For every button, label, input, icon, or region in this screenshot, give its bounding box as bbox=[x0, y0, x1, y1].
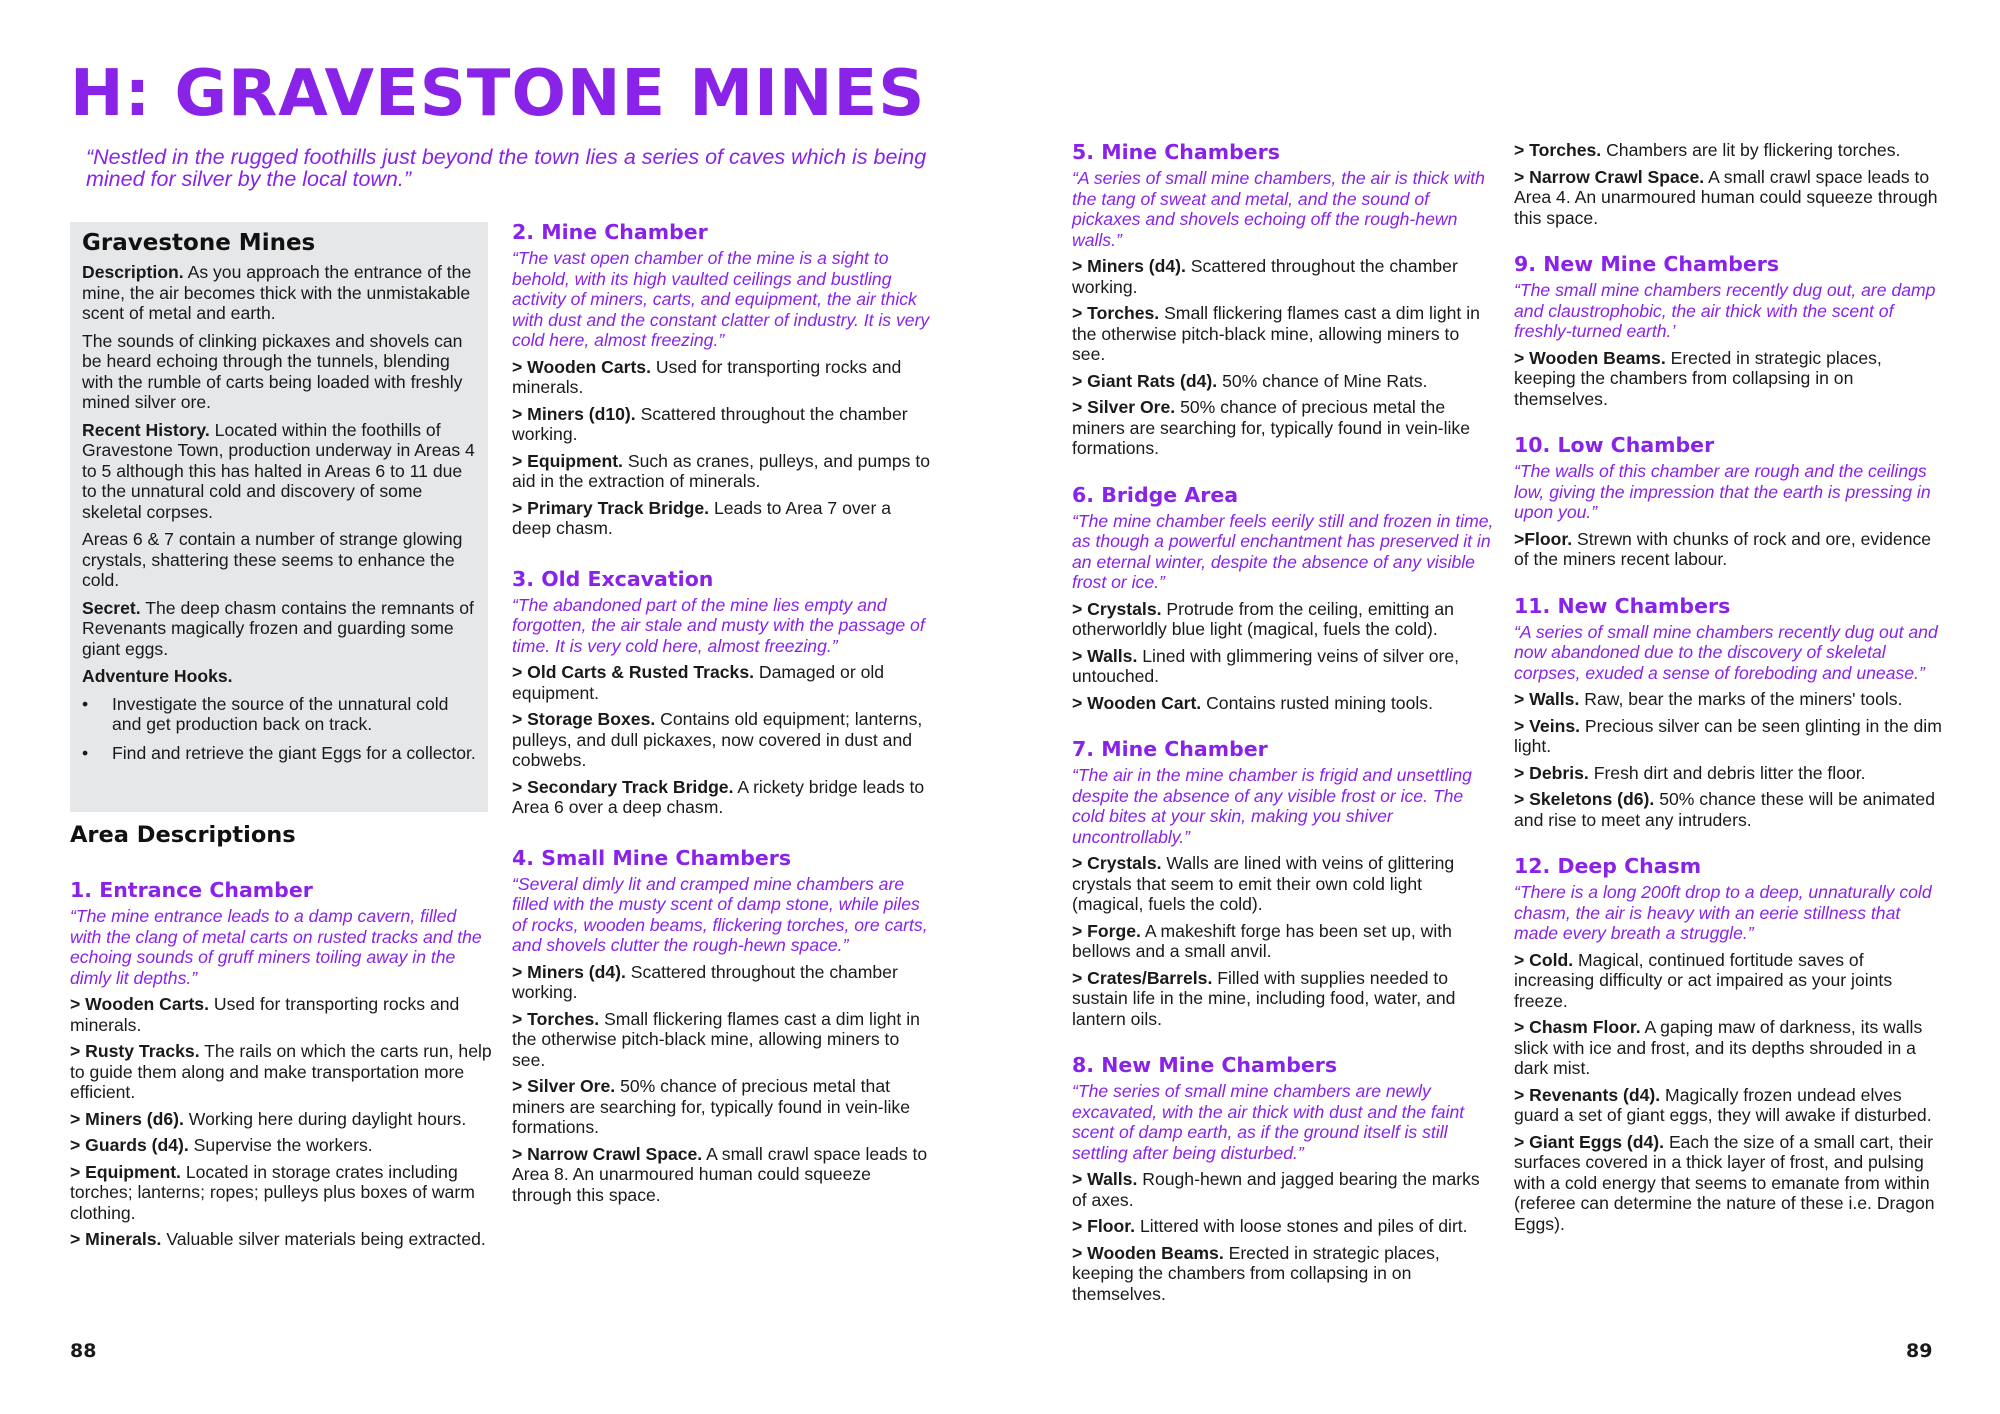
area-quote: “The walls of this chamber are rough and the ceilings low, giving the impression that the earth is pressing in upon you.” bbox=[1514, 461, 1931, 522]
area-item-label: > Crates/Barrels. bbox=[1072, 967, 1213, 988]
area-item-text: Contains old equipment; lanterns, pulleys, and dull pickaxes, now covered in dust and cobwebs. bbox=[512, 709, 923, 770]
area-title: 5. Mine Chambers bbox=[1072, 140, 1280, 164]
area-title: 11. New Chambers bbox=[1514, 593, 1731, 618]
area-section bbox=[1514, 433, 1944, 570]
area-item bbox=[1514, 763, 1944, 784]
area-quote: “The abandoned part of the mine lies empty and forgotten, the air stale and musty with the passage of time. It is very cold here, almost freezing.” bbox=[512, 594, 925, 656]
adventure-hook-item: • Investigate the source of the unnatural cold and get production back on track. bbox=[112, 694, 476, 735]
area-quote: “The series of small mine chambers are newly excavated, with the air thick with dust and the faint scent of damp earth, as if the ground itself is still settling after being disturbed.” bbox=[1072, 1081, 1465, 1163]
area-item-text: Erected in strategic places, keeping the chambers from collapsing in on themselves. bbox=[1514, 347, 1882, 409]
area-item-text: Lined with glimmering veins of silver ore, untouched. bbox=[1072, 645, 1460, 686]
area-item bbox=[512, 404, 932, 445]
area-item-text: Littered with loose stones and piles of dirt. bbox=[1135, 1216, 1468, 1236]
area-item bbox=[512, 1009, 932, 1071]
area-item bbox=[1072, 646, 1494, 687]
area-item-label: > Walls. bbox=[1072, 645, 1138, 666]
sidebar-paragraph bbox=[82, 666, 476, 687]
area-item bbox=[1072, 968, 1494, 1030]
sidebar-paragraph-label: Secret. bbox=[82, 597, 141, 618]
area-section bbox=[1514, 594, 1944, 831]
area-item bbox=[1072, 303, 1494, 365]
area-item-text: Scattered throughout the chamber working. bbox=[1072, 256, 1458, 297]
area-item-label: > Miners (d10). bbox=[512, 403, 636, 424]
area-item-text: Small flickering flames cast a dim light in the otherwise pitch-black mine, allowing miners to see. bbox=[1072, 303, 1480, 364]
area-item-label: > Rusty Tracks. bbox=[70, 1041, 200, 1061]
area-item-text: The rails on which the carts run, help to guide them along and make transportation more efficient. bbox=[70, 1041, 492, 1102]
sidebar-paragraph-label: Adventure Hooks. bbox=[82, 666, 233, 686]
area-title: 4. Small Mine Chambers bbox=[512, 845, 792, 870]
page-title: H: GRAVESTONE MINES bbox=[70, 57, 926, 131]
area-item bbox=[70, 1162, 492, 1224]
area-item bbox=[1072, 693, 1494, 714]
area-item-label: > Equipment. bbox=[512, 450, 623, 471]
area-section bbox=[512, 220, 932, 539]
area-item-label: > Skeletons (d6). bbox=[1514, 789, 1655, 809]
area-section bbox=[1072, 140, 1494, 459]
column-4 bbox=[1514, 140, 1944, 1240]
area-item bbox=[1514, 167, 1944, 229]
area-item bbox=[1072, 599, 1494, 640]
area-item-text: Magical, continued fortitude saves of increasing difficulty or act impaired as your joints freeze. bbox=[1514, 949, 1893, 1011]
area-item-text: Protrude from the ceiling, emitting an otherworldly blue light (magical, fuels the cold). bbox=[1072, 598, 1454, 639]
sidebar-paragraph bbox=[82, 331, 476, 413]
area-item-label: > Giant Eggs (d4). bbox=[1514, 1131, 1665, 1152]
area-item-label: > Wooden Carts. bbox=[70, 994, 209, 1014]
area-item-label: > Narrow Crawl Space. bbox=[1514, 166, 1705, 187]
sidebar-paragraph-label: Description. bbox=[82, 262, 184, 282]
area-item bbox=[70, 1109, 492, 1130]
area-quote: “A series of small mine chambers recently dug out and now abandoned due to the discovery of skeletal corpses, exuded a sense of foreboding and unease.” bbox=[1514, 621, 1938, 683]
area-quote: “The mine chamber feels eerily still and frozen in time, as though a powerful enchantment has preserved it in an eternal winter, despite the absence of any visible frost or ice.” bbox=[1072, 510, 1494, 592]
area-item bbox=[1072, 853, 1494, 915]
area-item bbox=[512, 1076, 932, 1138]
area-item-text: Valuable silver materials being extracted. bbox=[161, 1229, 486, 1249]
area-item-label: > Secondary Track Bridge. bbox=[512, 776, 734, 797]
area-item bbox=[1514, 348, 1944, 410]
area-item-label: > Revenants (d4). bbox=[1514, 1084, 1661, 1105]
sidebar-paragraphs bbox=[82, 262, 476, 687]
adventure-hooks-list bbox=[82, 694, 476, 764]
area-item-text: 50% chance of Mine Rats. bbox=[1217, 370, 1428, 391]
area-item-label: > Floor. bbox=[1072, 1216, 1136, 1236]
area-quote: “The small mine chambers recently dug out, are damp and claustrophobic, the air thick with the scent of freshly-turned earth.’ bbox=[1514, 280, 1936, 341]
sidebar-paragraph-text: As you approach the entrance of the mine, the air becomes thick with the unmistakable scent of metal and earth. bbox=[82, 262, 472, 323]
area-item-text: Scattered throughout the chamber working. bbox=[512, 403, 908, 444]
area-item bbox=[1514, 789, 1944, 830]
area-item-text: Used for transporting rocks and minerals. bbox=[512, 356, 902, 397]
sidebar-paragraph-label: Recent History. bbox=[82, 419, 210, 440]
area-quote: “The vast open chamber of the mine is a sight to behold, with its high vaulted ceilings and bustling activity of miners, carts, and equipment, the air thick with dust and the constant clatter of industry. It is very cold here, almost freezing.” bbox=[512, 248, 930, 350]
sidebar-box bbox=[70, 222, 488, 812]
area-item bbox=[1072, 397, 1494, 459]
area-quote: “The mine entrance leads to a damp cavern, filled with the clang of metal carts on rusted tracks and the echoing sounds of gruff miners toiling away in the dimly lit depths.” bbox=[70, 906, 482, 988]
area-item-text: Damaged or old equipment. bbox=[512, 662, 885, 703]
area-item-label: > Cold. bbox=[1514, 949, 1574, 970]
area-item bbox=[1514, 716, 1944, 757]
area-item-label: > Miners (d4). bbox=[512, 961, 626, 982]
area-item bbox=[1514, 1017, 1944, 1079]
column-2 bbox=[512, 220, 932, 1211]
page-number-left: 88 bbox=[70, 1340, 97, 1362]
area-item-text: Strewn with chunks of rock and ore, evidence of the miners recent labour. bbox=[1514, 528, 1932, 569]
area-quote: “Several dimly lit and cramped mine chambers are filled with the musty scent of damp stone, while piles of rocks, wooden beams, flickering torches, ore carts, and shovels clutter the rough-hewn space.” bbox=[512, 873, 928, 955]
area-item-label: > Walls. bbox=[1072, 1169, 1138, 1189]
area-item-label: > Giant Rats (d4). bbox=[1072, 370, 1218, 391]
sidebar-paragraph-text: The deep chasm contains the remnants of Revenants magically frozen and guarding some giant eggs. bbox=[82, 597, 474, 659]
area-item-label: > Torches. bbox=[512, 1008, 600, 1029]
intro-quote: “Nestled in the rugged foothills just beyond the town lies a series of caves which is being mined for silver by the local town.” bbox=[86, 145, 927, 191]
area-item bbox=[512, 777, 932, 818]
area-item-text: A small crawl space leads to Area 8. An unarmoured human could squeeze through this space. bbox=[512, 1143, 928, 1205]
area-item-text: Leads to Area 7 over a deep chasm. bbox=[512, 497, 891, 538]
area-item-text: Chambers are lit by flickering torches. bbox=[1601, 140, 1901, 160]
area-item-label: > Primary Track Bridge. bbox=[512, 497, 710, 518]
area-item-label: > Wooden Beams. bbox=[1072, 1242, 1224, 1263]
page-number-right: 89 bbox=[1906, 1340, 1933, 1362]
area-item-label: > Walls. bbox=[1514, 689, 1580, 709]
area-item-label: > Crystals. bbox=[1072, 853, 1162, 873]
sidebar-paragraph bbox=[82, 598, 476, 660]
area-title: 9. New Mine Chambers bbox=[1514, 252, 1780, 276]
area-item bbox=[512, 357, 932, 398]
area-item bbox=[1514, 1132, 1944, 1235]
area-item-text: Rough-hewn and jagged bearing the marks of axes. bbox=[1072, 1169, 1480, 1210]
area-item-label: > Torches. bbox=[1514, 140, 1602, 160]
area-item-text: 50% chance of precious metal the miners are searching for, typically found in vein-like formations. bbox=[1072, 397, 1470, 458]
area-item-label: > Old Carts & Rusted Tracks. bbox=[512, 662, 754, 682]
area-item-label: > Silver Ore. bbox=[1072, 397, 1176, 417]
area-title: 2. Mine Chamber bbox=[512, 220, 708, 244]
sidebar-heading: Gravestone Mines bbox=[82, 230, 316, 256]
area-item bbox=[512, 662, 932, 703]
area-item-label: > Veins. bbox=[1514, 715, 1581, 736]
area-item bbox=[70, 1229, 492, 1250]
area-item-text: Filled with supplies needed to sustain life in the mine, including food, water, and lantern oils. bbox=[1072, 967, 1456, 1029]
area-item-label: > Minerals. bbox=[70, 1229, 162, 1249]
area-item-label: >Floor. bbox=[1514, 528, 1573, 549]
area-item bbox=[512, 962, 932, 1003]
area-section bbox=[512, 567, 932, 818]
sidebar-paragraph bbox=[82, 529, 476, 591]
area-item-label: > Torches. bbox=[1072, 303, 1160, 323]
area-item-label: > Miners (d6). bbox=[70, 1108, 184, 1129]
area-quote: “A series of small mine chambers, the air is thick with the tang of sweat and metal, and the sound of pickaxes and shovels echoing off the rough-hewn walls.” bbox=[1072, 168, 1485, 250]
area-item-text: A gaping maw of darkness, its walls slick with ice and frost, and its depths shrouded in a dark mist. bbox=[1514, 1017, 1923, 1078]
area-item bbox=[70, 1041, 492, 1103]
area-item-label: > Guards (d4). bbox=[70, 1135, 189, 1155]
area-descriptions-heading: Area Descriptions bbox=[70, 822, 296, 848]
area-item-label: > Wooden Beams. bbox=[1514, 347, 1666, 368]
sidebar-paragraph-text: Located within the foothills of Gravestone Town, production underway in Areas 4 to 5 although this has halted in Areas 6 to 11 due to the unnatural cold and discovery of some skeletal corpses. bbox=[82, 419, 475, 522]
area-item-label: > Miners (d4). bbox=[1072, 256, 1186, 276]
area-item-label: > Storage Boxes. bbox=[512, 709, 656, 729]
area-item bbox=[1514, 1085, 1944, 1126]
area-item bbox=[512, 498, 932, 539]
area-item-label: > Silver Ore. bbox=[512, 1076, 616, 1096]
area-section bbox=[1514, 252, 1944, 409]
area-item-text: Fresh dirt and debris litter the floor. bbox=[1588, 762, 1866, 783]
area-item-text: Each the size of a small cart, their surfaces covered in a thick layer of frost, and pulsing with a cold energy that seems to emanate from within (referee can determine the nature of these i.e. Dragon Eggs). bbox=[1514, 1131, 1935, 1234]
area-item bbox=[512, 1144, 932, 1206]
area-item bbox=[1072, 256, 1494, 297]
area-item-text: Walls are lined with veins of glittering crystals that seem to emit their own cold light (magical, fuels the cold). bbox=[1072, 853, 1455, 914]
area-item bbox=[1072, 1169, 1494, 1210]
area-section bbox=[1072, 737, 1494, 1029]
area-item bbox=[1072, 371, 1494, 392]
area-item-label: > Forge. bbox=[1072, 920, 1141, 941]
adventure-hook-item: • Find and retrieve the giant Eggs for a collector. bbox=[112, 743, 476, 764]
area-item-label: > Wooden Carts. bbox=[512, 356, 651, 377]
area-item bbox=[1514, 529, 1944, 570]
area-item-text: Used for transporting rocks and minerals. bbox=[70, 994, 460, 1035]
area-item-text: A small crawl space leads to Area 4. An unarmoured human could squeeze through this space. bbox=[1514, 166, 1938, 228]
column-3 bbox=[1072, 140, 1494, 1310]
area-item-text: Working here during daylight hours. bbox=[183, 1108, 467, 1129]
area-item-text: Erected in strategic places, keeping the chambers from collapsing in on themselves. bbox=[1072, 1242, 1440, 1304]
sidebar-paragraph bbox=[82, 262, 476, 324]
sidebar-paragraph-text: Areas 6 & 7 contain a number of strange glowing crystals, shattering these seems to enhance the cold. bbox=[82, 529, 463, 590]
area-item bbox=[1514, 950, 1944, 1012]
area-item-text: A rickety bridge leads to Area 6 over a deep chasm. bbox=[512, 776, 925, 817]
area-section bbox=[70, 878, 492, 1250]
area-section bbox=[512, 846, 932, 1206]
area-item-label: > Crystals. bbox=[1072, 598, 1162, 619]
area-section bbox=[1072, 1053, 1494, 1304]
area-section bbox=[1072, 483, 1494, 714]
area-title: 7. Mine Chamber bbox=[1072, 737, 1268, 761]
area-item-text: Located in storage crates including torches; lanterns; ropes; pulleys plus boxes of warm clothing. bbox=[70, 1161, 475, 1223]
area-item bbox=[1072, 921, 1494, 962]
area-item bbox=[1514, 140, 1944, 161]
area-item-text: A makeshift forge has been set up, with bellows and a small anvil. bbox=[1072, 920, 1452, 961]
sidebar-paragraph bbox=[82, 420, 476, 523]
area-title: 12. Deep Chasm bbox=[1514, 854, 1702, 878]
area-item bbox=[512, 451, 932, 492]
area-item bbox=[1072, 1243, 1494, 1305]
area-title: 10. Low Chamber bbox=[1514, 433, 1715, 457]
column-1 bbox=[70, 878, 492, 1256]
area-item-text: 50% chance of precious metal that miners are searching for, typically found in vein-like formations. bbox=[512, 1076, 910, 1137]
area-section bbox=[1514, 854, 1944, 1234]
area-item-label: > Chasm Floor. bbox=[1514, 1017, 1641, 1037]
area-title: 1. Entrance Chamber bbox=[70, 878, 313, 902]
area-item-text: Precious silver can be seen glinting in the dim light. bbox=[1514, 715, 1942, 756]
area-item-label: > Equipment. bbox=[70, 1161, 181, 1182]
area-item-text: Such as cranes, pulleys, and pumps to aid in the extraction of minerals. bbox=[512, 450, 931, 491]
area-item-text: Magically frozen undead elves guard a set of giant eggs, they will awake if disturbed. bbox=[1514, 1084, 1932, 1125]
area-title: 8. New Mine Chambers bbox=[1072, 1053, 1338, 1077]
area-quote: “The air in the mine chamber is frigid and unsettling despite the absence of any visible frost or ice. The cold bites at your skin, making you shiver uncontrollably.” bbox=[1072, 765, 1472, 847]
area-item bbox=[70, 1135, 492, 1156]
area-item bbox=[70, 994, 492, 1035]
area-item-text: Scattered throughout the chamber working. bbox=[512, 961, 898, 1002]
area-item-text: Supervise the workers. bbox=[188, 1135, 373, 1155]
area-item-text: Contains rusted mining tools. bbox=[1201, 692, 1433, 713]
area-section bbox=[1514, 140, 1944, 228]
area-quote: “There is a long 200ft drop to a deep, unnaturally cold chasm, the air is heavy with an eerie stillness that made every breath a struggle.” bbox=[1514, 882, 1932, 943]
area-item-text: 50% chance these will be animated and rise to meet any intruders. bbox=[1514, 789, 1936, 830]
area-item bbox=[1072, 1216, 1494, 1237]
area-item-label: > Wooden Cart. bbox=[1072, 692, 1202, 713]
area-item-label: > Debris. bbox=[1514, 762, 1589, 783]
area-item bbox=[1514, 689, 1944, 710]
area-title: 6. Bridge Area bbox=[1072, 482, 1239, 507]
area-item-text: Small flickering flames cast a dim light in the otherwise pitch-black mine, allowing miners to see. bbox=[512, 1008, 920, 1070]
area-title: 3. Old Excavation bbox=[512, 566, 714, 591]
area-item-label: > Narrow Crawl Space. bbox=[512, 1143, 703, 1164]
area-item bbox=[512, 709, 932, 771]
area-item-text: Raw, bear the marks of the miners' tools. bbox=[1579, 689, 1903, 709]
sidebar-paragraph-text: The sounds of clinking pickaxes and shovels can be heard echoing through the tunnels, blending with the rumble of carts being loaded with freshly mined silver ore. bbox=[82, 330, 463, 412]
